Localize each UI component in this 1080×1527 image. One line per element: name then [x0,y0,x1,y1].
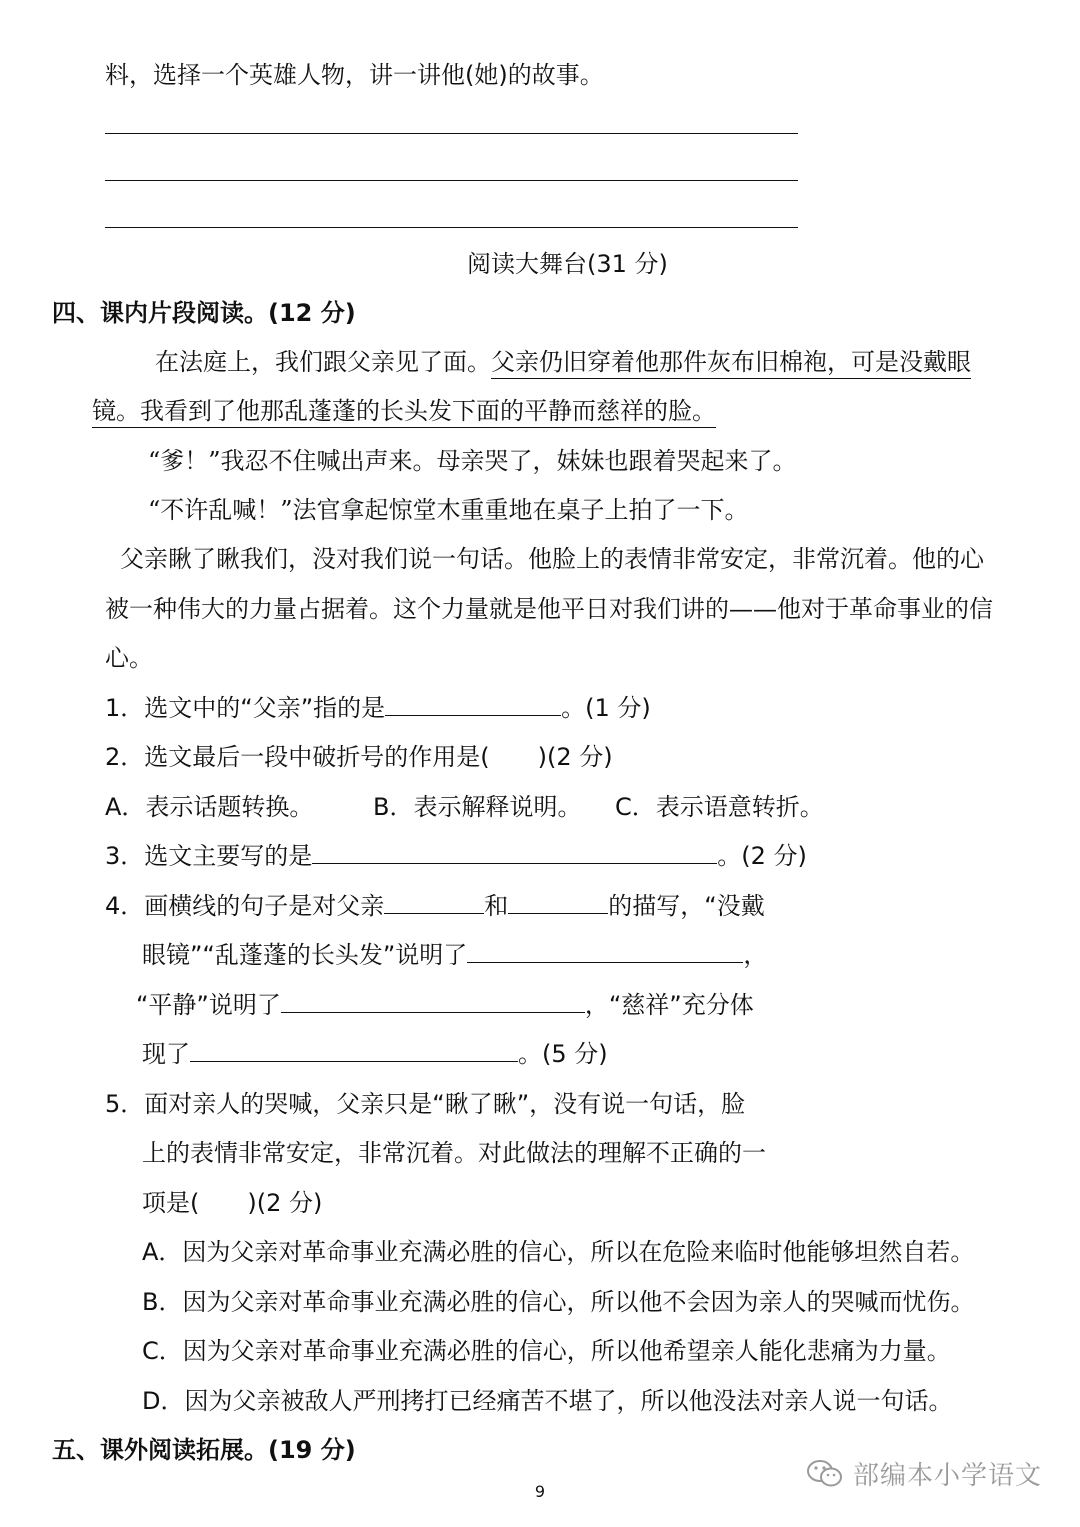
underlined-sentence-part-1: 父亲仍旧穿着他那件灰布旧棉袍，可是没戴眼 [491,348,971,379]
question-1-stem: 1．选文中的“父亲”指的是 [105,694,386,722]
question-5-option-c[interactable]: C．因为父亲对革命事业充满必胜的信心，所以他希望亲人能化悲痛为力量。 [142,1337,951,1365]
underlined-sentence-part-2: 镜。我看到了他那乱蓬蓬的长头发下面的平静而慈祥的脸。 [92,397,716,428]
question-3-stem: 3．选文主要写的是 [105,842,313,870]
question-1-score: 。(1 分) [561,694,651,722]
answer-line-3[interactable] [105,227,798,228]
answer-line-2[interactable] [105,180,798,181]
question-1 [105,691,651,725]
question-4-text-c: 的描写，“没戴 [608,892,765,920]
question-4-stem: 4．画横线的句子是对父亲 [105,892,385,920]
question-5-line-3: 项是( )(2 分) [142,1189,323,1217]
question-5-line-1: 5．面对亲人的哭喊，父亲只是“瞅了瞅”，没有说一句话，脸 [105,1090,746,1118]
passage-paragraph-4-line-1: 父亲瞅了瞅我们，没对我们说一句话。他脸上的表情非常安定，非常沉着。他的心 [120,545,984,573]
question-4-text-e: “平静”说明了 [136,991,281,1019]
question-text-tail: 料，选择一个英雄人物，讲一讲他(她)的故事。 [105,61,604,89]
passage-paragraph-3: “不许乱喊！”法官拿起惊堂木重重地在桌子上拍了一下。 [148,496,749,524]
section-5-title: 五、课外阅读拓展。(19 分) [52,1436,356,1464]
section-header: 阅读大舞台(31 分) [467,250,668,278]
answer-line-1[interactable] [105,133,798,134]
section-4-title: 四、课内片段阅读。(12 分) [52,299,356,327]
question-3-blank[interactable] [312,839,717,864]
question-5-option-d[interactable]: D．因为父亲被敌人严刑拷打已经痛苦不堪了，所以他没法对亲人说一句话。 [142,1387,953,1415]
question-5-line-2: 上的表情非常安定，非常沉着。对此做法的理解不正确的一 [142,1139,766,1167]
question-4-and: 和 [484,892,509,920]
question-2-option-a[interactable]: A．表示话题转换。 [105,793,314,821]
question-4-blank-2[interactable] [508,889,608,914]
question-4-blank-4[interactable] [281,988,585,1013]
question-4-text-f: ，“慈祥”充分体 [584,991,754,1019]
passage-paragraph-4-line-2: 被一种伟大的力量占据着。这个力量就是他平日对我们讲的——他对于革命事业的信 [105,595,993,623]
question-2-option-c[interactable]: C．表示语意转折。 [615,793,824,821]
question-4-line-4 [142,1037,608,1071]
question-3 [105,839,807,873]
passage-paragraph-1 [155,345,971,379]
passage-paragraph-4-line-3: 心。 [105,644,153,672]
question-4-score: 。(5 分) [518,1040,608,1068]
passage-p1-plain: 在法庭上，我们跟父亲见了面。 [155,348,491,376]
question-4-text-g: 现了 [142,1040,190,1068]
question-2-option-b[interactable]: B．表示解释说明。 [373,793,582,821]
question-1-blank[interactable] [385,691,561,716]
question-4-blank-1[interactable] [384,889,484,914]
question-5-option-a[interactable]: A．因为父亲对革命事业充满必胜的信心，所以在危险来临时他能够坦然自若。 [142,1238,975,1266]
question-4-line-2 [142,938,767,972]
watermark-text: 部编本小学语文 [853,1461,1043,1491]
question-4-text-d: 眼镜”“乱蓬蓬的长头发”说明了 [142,941,468,969]
question-4-comma: ， [743,941,768,969]
question-2-stem: 2．选文最后一段中破折号的作用是( )(2 分) [105,743,613,771]
page-number: 9 [534,1482,546,1501]
question-4-line-3 [136,988,754,1022]
question-3-score: 。(2 分) [717,842,807,870]
question-4-blank-5[interactable] [190,1037,518,1062]
question-5-option-b[interactable]: B．因为父亲对革命事业充满必胜的信心，所以他不会因为亲人的哭喊而忧伤。 [142,1288,975,1316]
question-4-blank-3[interactable] [467,938,743,963]
passage-paragraph-1-cont [92,394,716,428]
question-4-line-1 [105,889,765,923]
passage-paragraph-2: “爹！”我忍不住喊出声来。母亲哭了，妹妹也跟着哭起来了。 [148,447,797,475]
